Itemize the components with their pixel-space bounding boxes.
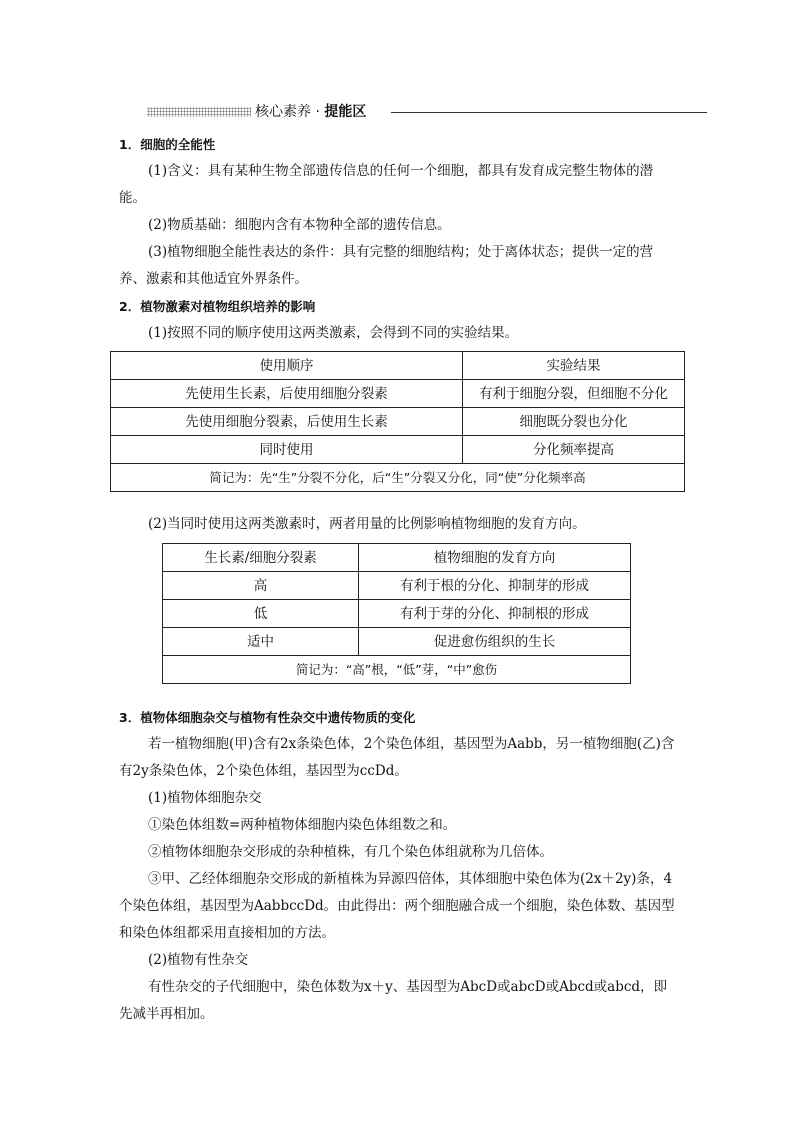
heading-2: 2．植物激素对植物组织培养的影响 [119,299,316,314]
subheading-3-1: (1)植物体细胞杂交 [148,790,262,806]
table-note-row [163,656,631,684]
header-rule [391,112,707,113]
paragraph-3-intro: 若一植物细胞(甲)含有2x条染色体，2个染色体组，基因型为Aabb，另一植物细胞(乙)含有2y条染色体，2个染色体组，基因型为ccDd。 [119,736,675,779]
table-note-row [111,464,685,492]
table-cell: 促进愈伤组织的生长 [359,628,631,656]
paragraph-1-3: (3)植物细胞全能性表达的条件：具有完整的细胞结构；处于离体状态；提供一定的营养、激素和其他适宜外界条件。 [119,244,654,287]
heading-3: 3．植物体细胞杂交与植物有性杂交中遗传物质的变化 [119,710,416,725]
subheading-3-2: (2)植物有性杂交 [148,952,249,968]
table-header-cell: 实验结果 [463,352,685,380]
paragraph-3-c3: ③甲、乙经体细胞杂交形成的新植株为异源四倍体，其体细胞中染色体为(2x＋2y)条，4个染色体组，基因型为AabbccDd。由此得出：两个细胞融合成一个细胞，染色体数、基因型和染色体组都采用直接相加的方法。 [119,871,675,941]
paragraph-3-c1: ①染色体组数=两种植物体细胞内染色体组数之和。 [148,817,457,833]
table-cell: 先使用生长素，后使用细胞分裂素 [111,380,463,408]
table-cell: 低 [163,600,359,628]
section-title-bold: 提能区 [324,104,367,120]
table-row [111,380,685,408]
section-header [147,103,707,123]
table-row [111,436,685,464]
table-row [163,572,631,600]
paragraph-3-c2: ②植物体细胞杂交形成的杂种植株，有几个染色体组就称为几倍体。 [148,844,553,860]
table-header-cell: 植物细胞的发育方向 [359,544,631,572]
table-header-row [163,544,631,572]
table-header-cell: 生长素/细胞分裂素 [163,544,359,572]
section-title [255,103,366,121]
table-cell: 高 [163,572,359,600]
table-row [111,408,685,436]
table-header-row [111,352,685,380]
heading-1: 1．细胞的全能性 [119,137,216,152]
table-cell: 同时使用 [111,436,463,464]
paragraph-3-last: 有性杂交的子代细胞中，染色体数为x＋y、基因型为AbcD或abcD或Abcd或abcd，即先减半再相加。 [119,979,668,1022]
table-row [163,628,631,656]
table-cell: 细胞既分裂也分化 [463,408,685,436]
table-note: 简记为：“高”根，“低”芽，“中”愈伤 [163,656,631,684]
table-cell: 有利于细胞分裂，但细胞不分化 [463,380,685,408]
table-cell: 分化频率提高 [463,436,685,464]
paragraph-2-2: (2)当同时使用这两类激素时，两者用量的比例影响植物细胞的发育方向。 [148,516,586,532]
table-cell: 适中 [163,628,359,656]
table-row [163,600,631,628]
table-note: 简记为：先“生”分裂不分化，后“生”分裂又分化，同“使”分化频率高 [111,464,685,492]
table-cell: 有利于芽的分化、抑制根的形成 [359,600,631,628]
section-title-plain: 核心素养 · [255,104,325,120]
paragraph-1-2: (2)物质基础：细胞内含有本物种全部的遗传信息。 [148,217,451,233]
table-header-cell: 使用顺序 [111,352,463,380]
table-cell: 有利于根的分化、抑制芽的形成 [359,572,631,600]
dotted-bar-decoration [147,107,251,117]
table-hormone-ratio [162,543,631,684]
paragraph-2-1: (1)按照不同的顺序使用这两类激素，会得到不同的实验结果。 [148,325,519,341]
paragraph-1-1: (1)含义：具有某种生物全部遗传信息的任何一个细胞，都具有发育成完整生物体的潜能。 [119,163,654,206]
table-hormone-order [110,351,685,492]
table-cell: 先使用细胞分裂素，后使用生长素 [111,408,463,436]
